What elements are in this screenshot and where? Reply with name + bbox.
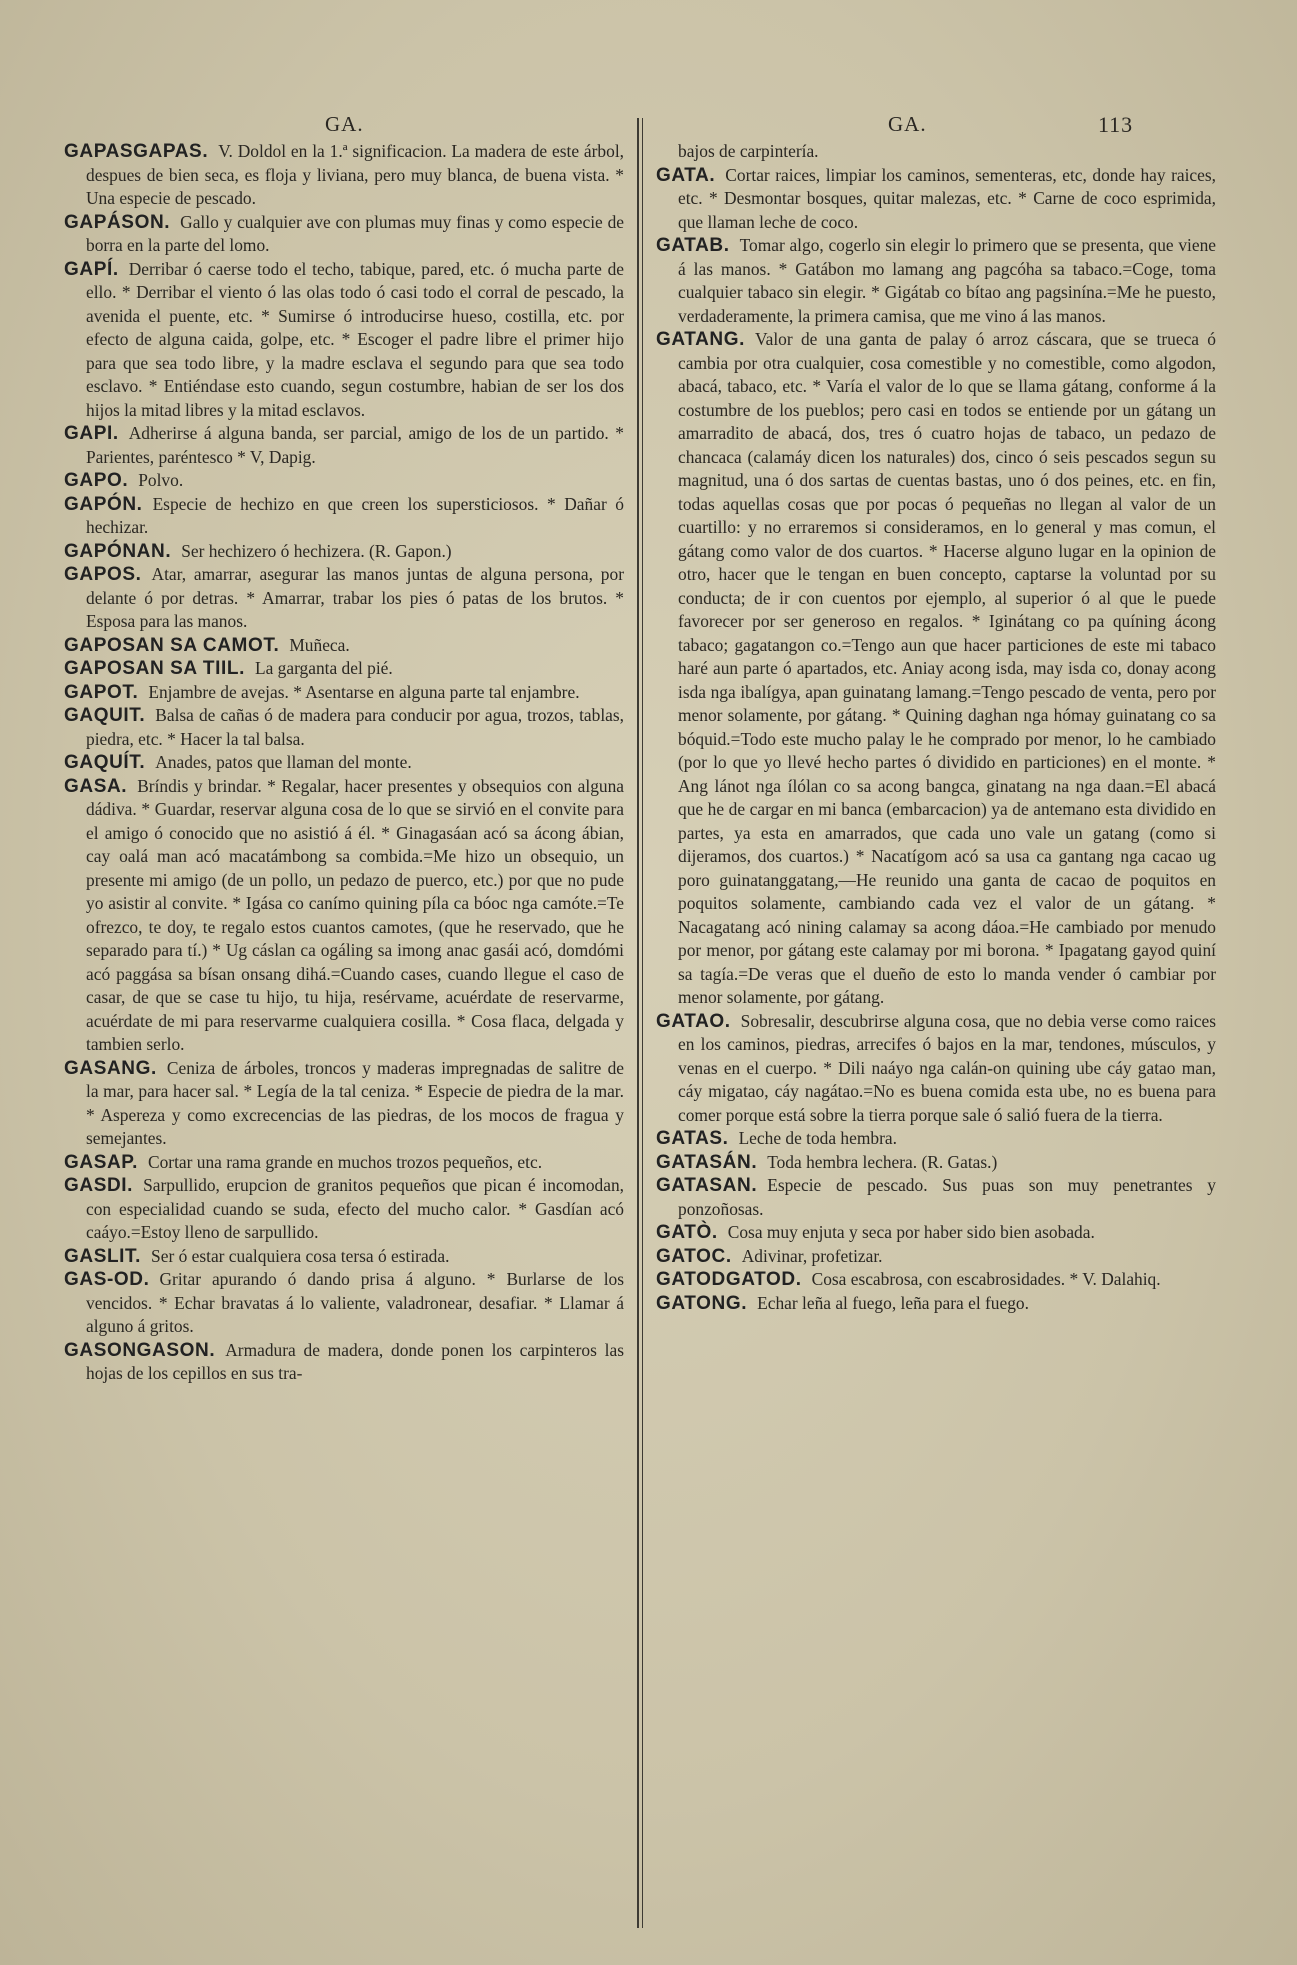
entry-headword: GATAB.	[656, 235, 730, 256]
dictionary-entry	[64, 751, 624, 775]
entry-headword: GAPÁSON.	[64, 211, 171, 233]
dictionary-entry	[64, 681, 624, 705]
entry-definition: Ser ó estar cualquiera cosa tersa ó estirada.	[151, 1245, 450, 1266]
dictionary-entry	[656, 1127, 1216, 1151]
dictionary-entry	[64, 1339, 624, 1386]
entry-headword: GAPOSAN SA TIIL.	[64, 658, 245, 679]
dictionary-entry	[64, 1268, 624, 1339]
entry-definition: Toda hembra lechera. (R. Gatas.)	[767, 1151, 998, 1172]
entry-definition: Polvo.	[138, 470, 184, 490]
dictionary-entry	[656, 1292, 1216, 1316]
entry-definition: Gritar apurando ó dando prisa á alguno. * Burlarse de los vencidos. * Echar bravatas á lo valiente, valadronear, desafiar. * Llamar á alguno á gritos.	[86, 1269, 624, 1336]
entry-headword: GATA.	[656, 164, 716, 186]
entry-headword: GASAP.	[64, 1151, 138, 1173]
dictionary-entry	[64, 1151, 624, 1175]
entry-definition: Gallo y cualquier ave con plumas muy finas y como especie de borra en la parte del lomo.	[86, 211, 624, 255]
dictionary-entry	[64, 563, 624, 634]
entry-definition: Muñeca.	[289, 634, 350, 655]
entry-definition: Cortar raices, limpiar los caminos, sementeras, etc, donde hay raices, etc. * Desmontar bosques, quitar malezas, etc. * Carne de coco esprimida, que llaman leche de coco.	[678, 164, 1216, 232]
dictionary-entry	[64, 540, 624, 564]
entry-headword: GATASAN.	[656, 1175, 758, 1196]
entry-headword: GATONG.	[656, 1292, 748, 1314]
entry-headword: GATASÁN.	[656, 1151, 758, 1173]
entry-definition: Adivinar, profetizar.	[741, 1245, 883, 1266]
entry-definition: Anades, patos que llaman del monte.	[155, 752, 412, 772]
entry-definition: Cosa muy enjuta y seca por haber sido bien asobada.	[727, 1222, 1095, 1242]
dictionary-entry	[64, 422, 624, 469]
entry-headword: GAPÓNAN.	[64, 540, 172, 562]
entry-headword: GAPO.	[64, 470, 129, 491]
entry-definition: Atar, amarrar, asegurar las manos juntas de alguna persona, por delante ó por detras. * Amarrar, trabar los pies ó patas de los brutos. * Esposa para las manos.	[86, 564, 624, 631]
left-running-header: GA.	[325, 112, 364, 136]
entry-definition: Especie de pescado. Sus puas son muy penetrantes y ponzoñosas.	[678, 1175, 1216, 1219]
entry-headword: GASONGASON.	[64, 1339, 216, 1361]
dictionary-entry	[64, 211, 624, 258]
entry-definition: Sarpullido, erupcion de granitos pequeños que pican é incomodan, con especialidad cuando se suda, efecto del mucho calor. * Gasdían acó caáyo.=Estoy lleno de sarpullido.	[86, 1175, 624, 1242]
dictionary-entry	[64, 775, 624, 1057]
dictionary-entry	[64, 258, 624, 423]
entry-definition: La garganta del pié.	[254, 658, 393, 678]
dictionary-entry	[64, 657, 624, 681]
entry-headword: GAPI.	[64, 423, 119, 444]
entry-definition: Armadura de madera, donde ponen los carpinteros las hojas de los cepillos en sus tra-	[86, 1339, 624, 1383]
entry-headword: GAQUIT.	[64, 705, 146, 726]
dictionary-entry	[64, 469, 624, 493]
dictionary-entry	[64, 140, 624, 211]
dictionary-entry	[64, 493, 624, 540]
dictionary-entry	[64, 1174, 624, 1245]
left-column	[64, 140, 624, 1386]
entry-headword: GASDI.	[64, 1175, 134, 1196]
entry-definition: Cosa escabrosa, con escabrosidades. * V. Dalahiq.	[811, 1269, 1161, 1289]
entry-definition: Valor de una ganta de palay ó arroz cáscara, que se trueca ó cambia por otra cualquier, cosa comestible y no comestible, como algodon, abacá, tabaco, etc. * Varía el valor de lo que se llama gátang, conforme á la costumbre de los pueblos; pero casi en todos se entiende por un gátang un amarradito de abacá, dos, tres ó cuatro hojas de tabaco, un pedazo de chancaca (calamáy dicen los naturales) dos, cinco ó seis pescados segun su magnitud, una ó dos sartas de cuentas bastas, uno ó dos peines, etc. en fin, todas aquellas cosas que por pocas ó pequeñas no llegan al valor de un cuartillo: y no erraremos si consideramos, en lo general y mas comun, el gátang como valor de dos cuartos. * Hacerse alguno lugar en la opinion de otro, hacer que le tengan en buen concepto, captarse la voluntad por su conducta; de ir con cuentos por ejemplo, al superior ó al que le puede favorecer por ser generoso en regalos. * Iginátang co pa quíning ácong tabaco; gagatangon co.=Tengo aun que hacer particiones de este mi tabaco haré aun parte ó apartados, etc. Aniay acong isda, may isda co, donay acong isda nga ibalígya, apan guinatang lamang.=Tengo pescado de venta, pero por menor solamente, por gátang. * Quining daghan nga hómay guinatang co sa bóquid.=Todo este mucho palay le he comprado por menor, lo he cambiado (por lo que yo llevé hecho partes ó dividido en particiones) en el monte. * Ang lánot nga ílólan co sa acong bangca, ginatang na nga daan.=El abacá que he de cargar en mi banca (embarcacion) ya de antemano esta dividido en partes, ya esta en amarrados, que cada uno vale un gatang (como si dijeramos, dos cuartos.) * Nacatígom acó sa usa ca gantang nga cacao ug poro guinatanggatang,—He reunido una ganta de cacao de poquitos en poquitos solamente, cambiando cada vez el valor de un gátang. * Nacagatang acó nining calamay sa acong dáoa.=He cambiado por menudo por menor, por gátang este calamay por mi borona. * Ipagatang gayod quiní sa tagía.=De veras que el dueño de esto lo manda vender ó cambiar por menor solamente, por gátang.	[678, 329, 1216, 1007]
continued-text: bajos de carpintería.	[678, 141, 819, 161]
entry-headword: GAS-OD.	[64, 1269, 150, 1290]
entry-headword: GAPOS.	[64, 564, 142, 585]
dictionary-entry	[656, 1010, 1216, 1128]
dictionary-entry	[656, 1221, 1216, 1245]
entry-definition: Tomar algo, cogerlo sin elegir lo primero que se presenta, que viene á las manos. * Gatábon mo lamang ang pagcóha sa tabaco.=Coge, toma cualquier tabaco sin elegir. * Gigátab co bítao ang pagsinína.=Me he puesto, verdaderamente, la primera camisa, que me vino á las manos.	[678, 235, 1216, 326]
entry-headword: GASANG.	[64, 1057, 157, 1079]
dictionary-entry	[656, 1151, 1216, 1175]
entry-definition: Especie de hechizo en que creen los supersticiosos. * Dañar ó hechizar.	[86, 493, 624, 537]
entry-headword: GAPOT.	[64, 681, 139, 703]
entry-headword: GAPASGAPAS.	[64, 141, 209, 162]
entry-headword: GAPOSAN SA CAMOT.	[64, 634, 280, 656]
entry-definition: Leche de toda hembra.	[738, 1128, 897, 1148]
entry-headword: GAQUÍT.	[64, 752, 146, 773]
entry-headword: GAPÍ.	[64, 258, 119, 280]
entry-headword: GATODGATOD.	[656, 1269, 802, 1290]
entry-definition: V. Doldol en la 1.ª significacion. La madera de este árbol, despues de bien seca, es floja y liviana, pero muy blanca, de buena vista. * Una especie de pescado.	[86, 141, 624, 208]
right-column	[656, 140, 1216, 1315]
entry-headword: GATANG.	[656, 329, 745, 350]
entry-definition: Adherirse á alguna banda, ser parcial, amigo de los de un partido. * Parientes, paréntesco * V, Dapig.	[86, 423, 624, 467]
entry-definition: Bríndis y brindar. * Regalar, hacer presentes y obsequios con alguna dádiva. * Guardar, reservar alguna cosa de lo que se sirvió en el convite para el amigo ó conocido que no asistió á él. * Ginagasáan acó sa ácong ábian, cay oalá man acó macatámbong sa combida.=Me hizo un obsequio, un presente mi amigo (de un pollo, un pedazo de puerco, etc.) por que no pude yo asistir al convite. * Igása co canímo quining píla ca bóoc nga camóte.=Te ofrezco, te doy, te regalo estos cuantos camotes, (que he reservado, que he separado para tí.) * Ug cáslan ca ogáling sa imong anac gasái acó, domdómi acó paggása sa bísan onsang dihá.=Cuando cases, cuando llegue el caso de casar, de que se case tu hijo, tu hija, resérvame, acuérdate de reservarme, acuérdate de mi para reservarme cualquiera cosilla. * Cosa flaca, delgada y tambien serlo.	[86, 775, 624, 1054]
dictionary-entry	[656, 234, 1216, 328]
dictionary-entry	[656, 1174, 1216, 1221]
entry-headword: GASA.	[64, 775, 128, 797]
column-divider	[637, 118, 643, 1928]
dictionary-entry	[656, 328, 1216, 1010]
entry-definition: Sobresalir, descubrirse alguna cosa, que no debia verse como raices en los caminos, piedras, arrecifes ó bajos en la mar, tendones, músculos, y venas en el cuerpo. * Dili naáyo nga calán-on quining ube cáy gatao man, cáy migatao, cáy nagátao.=No es buena comida esta ube, no es buena para comer porque está sobre la tierra porque sale ó salió fuera de la tierra.	[678, 1010, 1216, 1125]
entry-definition: Echar leña al fuego, leña para el fuego.	[757, 1292, 1029, 1313]
entry-headword: GAPÓN.	[64, 493, 143, 515]
dictionary-entry	[64, 704, 624, 751]
entry-headword: GATAO.	[656, 1010, 731, 1032]
entry-definition: Ceniza de árboles, troncos y maderas impregnadas de salitre de la mar, para hacer sal. * Legía de la tal ceniza. * Especie de piedra de la mar. * Aspereza y como excrecencias de las piedras, de los mocos de fragua y semejantes.	[86, 1057, 624, 1148]
page-number: 113	[1098, 112, 1134, 137]
dictionary-entry	[656, 164, 1216, 235]
entry-headword: GASLIT.	[64, 1245, 142, 1267]
dictionary-entry	[656, 1268, 1216, 1292]
entry-headword: GATAS.	[656, 1128, 729, 1149]
dictionary-entry	[656, 1245, 1216, 1269]
entry-definition: Balsa de cañas ó de madera para conducir por agua, trozos, tablas, piedra, etc. * Hacer la tal balsa.	[86, 705, 624, 749]
entry-definition: Enjambre de avejas. * Asentarse en alguna parte tal enjambre.	[148, 681, 580, 702]
entry-definition: Cortar una rama grande en muchos trozos pequeños, etc.	[148, 1151, 543, 1172]
dictionary-entry	[64, 1245, 624, 1269]
entry-definition: Ser hechizero ó hechizera. (R. Gapon.)	[181, 540, 452, 561]
dictionary-entry	[64, 1057, 624, 1151]
entry-definition: Derribar ó caerse todo el techo, tabique, pared, etc. ó mucha parte de ello. * Derribar el viento ó las olas todo ó casi todo el corral de pescado, la avenida el puente, etc. * Sumirse ó introducirse hueso, costilla, etc. por efecto de alguna caida, golpe, etc. * Escoger el padre libre el primer hijo para que sea todo libre, y la madre esclava el segundo para que sea todo esclavo. * Entiéndase esto cuando, segun costumbre, habian de ser los dos hijos la mitad libres y la mitad esclavos.	[86, 258, 624, 420]
entry-headword: GATÒ.	[656, 1222, 718, 1243]
entry-headword: GATOC.	[656, 1245, 732, 1267]
right-running-header: GA.	[888, 112, 927, 136]
dictionary-entry	[64, 634, 624, 658]
